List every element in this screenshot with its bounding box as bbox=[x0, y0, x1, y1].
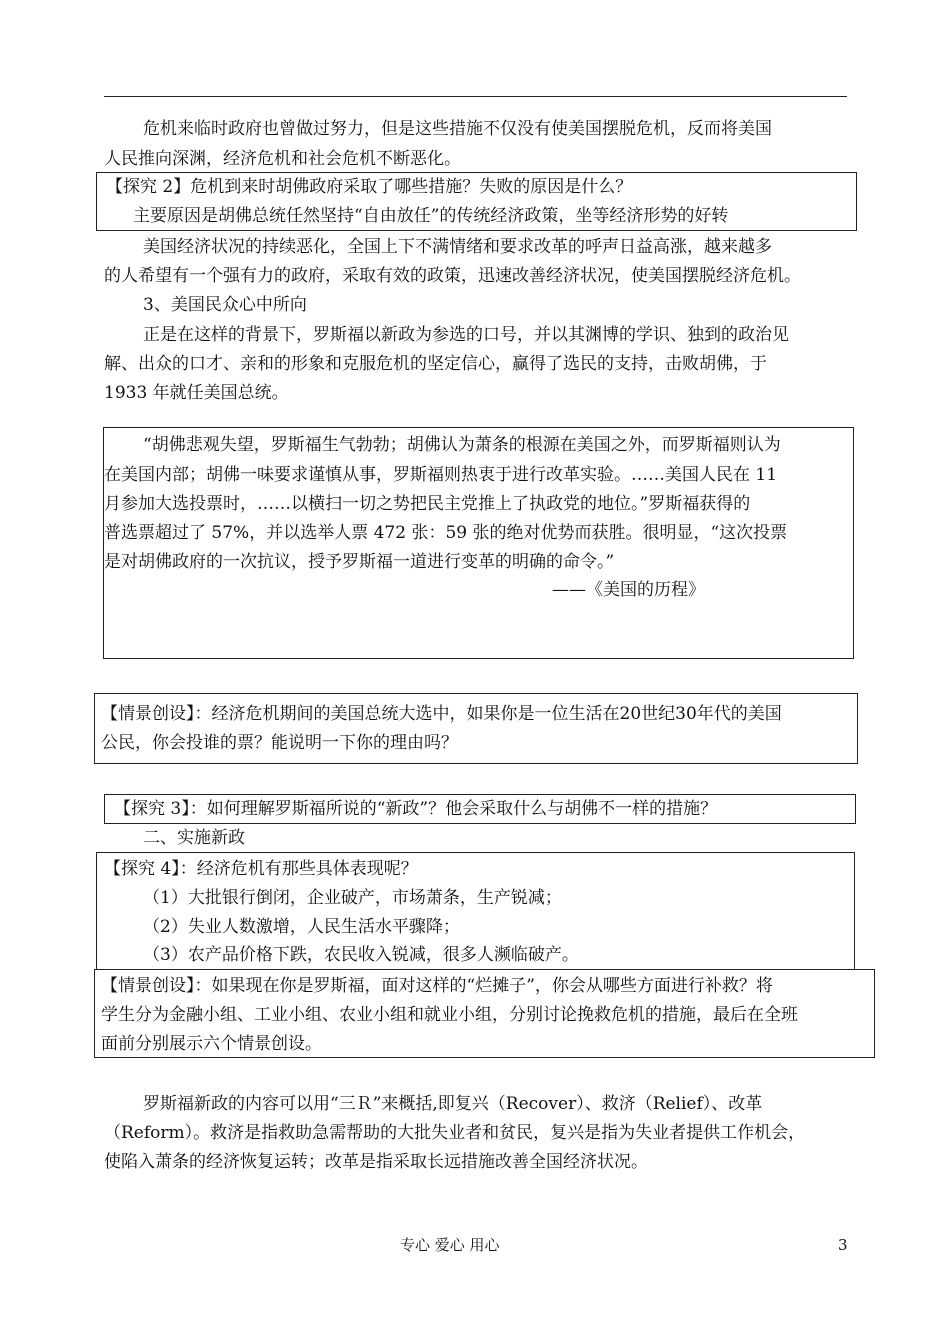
quote-line-1: “胡佛悲观失望，罗斯福生气勃勃；胡佛认为萧条的根源在美国之外，而罗斯福则认为 bbox=[143, 435, 781, 455]
quote-line-2: 在美国内部；胡佛一味要求谨慎从事，罗斯福则热衷于进行改革实验。……美国人民在 11 bbox=[104, 465, 778, 485]
para2-line-2: 的人希望有一个强有力的政府，采取有效的政策，迅速改善经济状况，使美国摆脱经济危机。 bbox=[104, 266, 801, 286]
inquiry-3-text: 【探究 3】：如何理解罗斯福所说的“新政”？他会采取什么与胡佛不一样的措施？ bbox=[114, 799, 718, 819]
quote-line-3: 月参加大选投票时，……以横扫一切之势把民主党推上了执政党的地位。”罗斯福获得的 bbox=[104, 494, 751, 514]
heading-3: 3、美国民众心中所向 bbox=[143, 295, 307, 315]
para4-line-2: （Reform）。救济是指救助急需帮助的大批失业者和贫民，复兴是指为失业者提供工作机会， bbox=[104, 1123, 806, 1143]
quote-line-5: 是对胡佛政府的一次抗议，授予罗斯福一道进行变革的明确的命令。” bbox=[104, 552, 615, 572]
page-number: 3 bbox=[838, 1236, 848, 1254]
quote-line-4: 普选票超过了 57%，并以选举人票 472 张：59 张的绝对优势而获胜。很明显，“这次投票 bbox=[104, 523, 788, 543]
scenario-1-line-1: 【情景创设】：经济危机期间的美国总统大选中，如果你是一位生活在20世纪30年代的美国 bbox=[101, 704, 782, 724]
para2-line-1: 美国经济状况的持续恶化，全国上下不满情绪和要求改革的呼声日益高涨，越来越多 bbox=[143, 237, 772, 257]
inquiry-4-item-1: （1）大批银行倒闭，企业破产，市场萧条，生产锐减； bbox=[143, 888, 562, 908]
inquiry-4-item-3: （3）农产品价格下跌，农民收入锐减，很多人濒临破产。 bbox=[143, 945, 579, 965]
inquiry-4-item-2: （2）失业人数激增，人民生活水平骤降； bbox=[143, 917, 460, 937]
scenario-2-line-3: 面前分别展示六个情景创设。 bbox=[101, 1034, 322, 1054]
header-rule bbox=[104, 96, 847, 97]
scenario-2-line-1: 【情景创设】：如果现在你是罗斯福，面对这样的“烂摊子”，你会从哪些方面进行补救？将 bbox=[101, 976, 773, 996]
inquiry-4-question: 【探究 4】：经济危机有那些具体表现呢？ bbox=[104, 859, 418, 879]
footer-motto: 专心 爱心 用心 bbox=[400, 1236, 500, 1254]
para3-line-3: 1933 年就任美国总统。 bbox=[104, 383, 289, 403]
quote-source: ——《美国的历程》 bbox=[552, 580, 705, 600]
intro-line-1: 危机来临时政府也曾做过努力，但是这些措施不仅没有使美国摆脱危机，反而将美国 bbox=[143, 119, 772, 139]
inquiry-2-answer: 主要原因是胡佛总统任然坚持“自由放任”的传统经济政策，坐等经济形势的好转 bbox=[133, 206, 729, 226]
para3-line-2: 解、出众的口才、亲和的形象和克服危机的坚定信心，赢得了选民的支持，击败胡佛，于 bbox=[104, 354, 767, 374]
intro-line-2: 人民推向深渊，经济危机和社会危机不断恶化。 bbox=[104, 149, 461, 169]
para4-line-1: 罗斯福新政的内容可以用“三Ｒ”来概括,即复兴（Recover）、救济（Relief）、改革 bbox=[143, 1094, 763, 1114]
inquiry-2-question: 【探究 2】危机到来时胡佛政府采取了哪些措施？失败的原因是什么？ bbox=[106, 177, 633, 197]
scenario-2-line-2: 学生分为金融小组、工业小组、农业小组和就业小组，分别讨论挽救危机的措施，最后在全班 bbox=[101, 1005, 798, 1025]
para3-line-1: 正是在这样的背景下，罗斯福以新政为参选的口号，并以其渊博的学识、独到的政治见 bbox=[143, 325, 789, 345]
section-2-heading: 二、实施新政 bbox=[143, 828, 245, 848]
scenario-1-line-2: 公民，你会投谁的票？能说明一下你的理由吗？ bbox=[101, 733, 458, 753]
para4-line-3: 使陷入萧条的经济恢复运转；改革是指采取长远措施改善全国经济状况。 bbox=[104, 1152, 648, 1172]
